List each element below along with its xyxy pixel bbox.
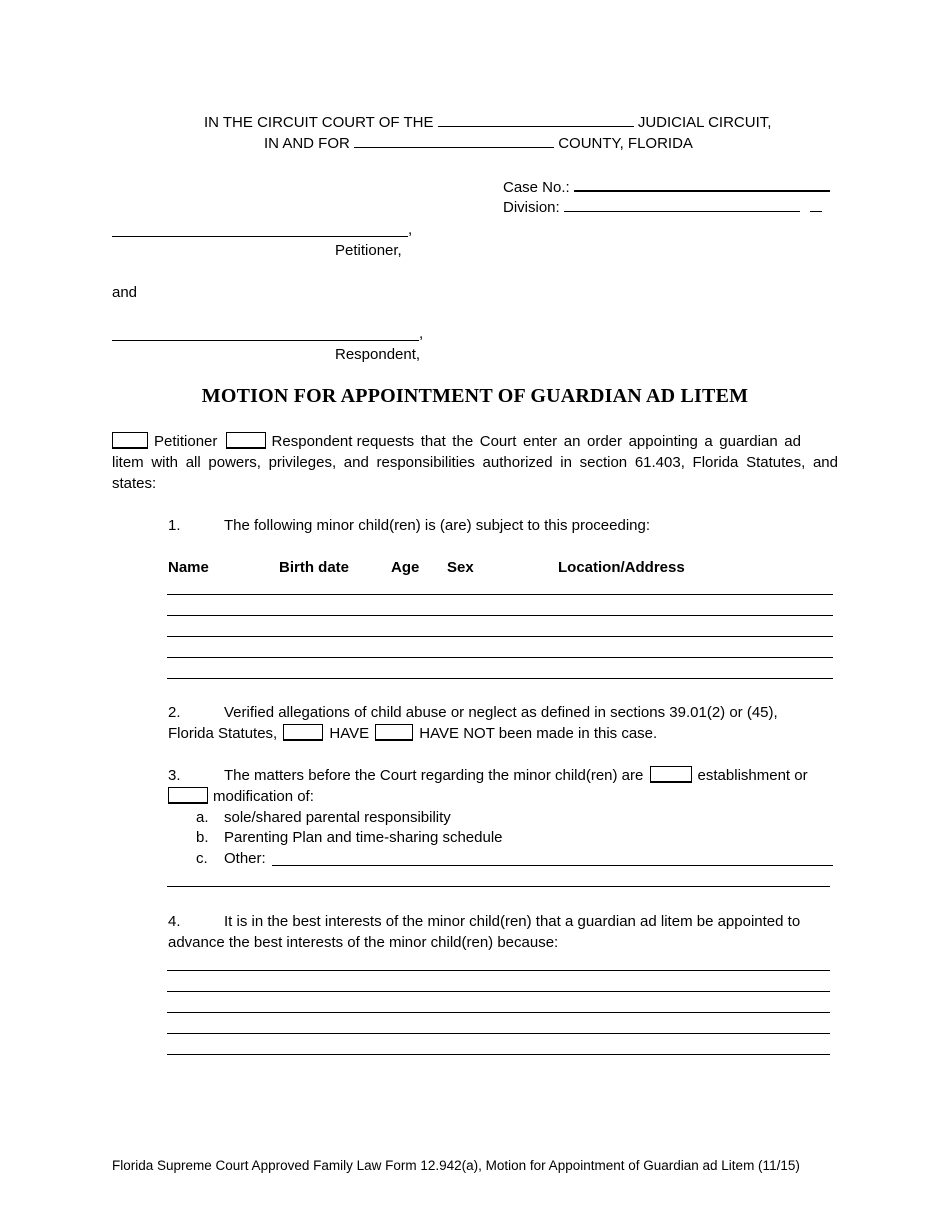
county-field[interactable] [354,132,554,148]
item4-number: 4. [168,913,181,930]
child-row-line[interactable] [167,636,833,637]
item1-number: 1. [168,517,181,534]
item4-line1 [168,911,800,932]
item3-option-c [196,848,266,869]
circuit-line [204,111,771,133]
form-footer: Florida Supreme Court Approved Family Law Form 12.942(a), Motion for Appointment of Guardian ad Litem (11/15) [112,1158,800,1173]
item2-text-line1: Verified allegations of child abuse or neglect as defined in sections 39.01(2) or (45), [224,704,778,721]
modification-checkbox[interactable] [168,787,208,804]
child-row-line[interactable] [167,678,833,679]
column-header-birth-date: Birth date [279,559,350,576]
reason-line[interactable] [167,991,830,992]
respondent-name-field[interactable] [112,340,419,341]
item3-option-b [196,827,503,848]
county-line [264,132,693,154]
respondent-option-label: Respondent [271,433,353,450]
county-suffix: COUNTY, FLORIDA [558,135,693,152]
petitioner-name-field[interactable] [112,236,408,237]
column-header-sex: Sex [447,559,474,576]
item1-text: The following minor child(ren) is (are) subject to this proceeding: [224,517,651,534]
reason-line[interactable] [167,1054,830,1055]
reason-line[interactable] [167,1012,830,1013]
item3-option-a [196,807,451,828]
option-label: Parenting Plan and time-sharing schedule [224,829,503,846]
establishment-checkbox[interactable] [650,766,692,783]
establishment-label: establishment or [697,767,808,784]
have-checkbox[interactable] [283,724,323,741]
item2-line1 [168,702,778,723]
division-field[interactable] [564,196,800,212]
have-not-label: HAVE NOT been made in this case. [419,725,658,742]
circuit-prefix: IN THE CIRCUIT COURT OF THE [204,114,434,131]
item2-number: 2. [168,704,181,721]
column-header-location: Location/Address [558,559,685,576]
petitioner-option-label: Petitioner [154,433,218,450]
column-header-name: Name [168,559,209,576]
intro-text-rest: litem with all powers, privileges, and responsibilities authorized in section 61.403, Florida Statutes, and states: [112,454,838,492]
petitioner-checkbox[interactable] [112,432,148,449]
option-label: Other: [224,850,266,867]
case-no-row [503,175,830,198]
modification-label: modification of: [213,788,314,805]
petitioner-label: Petitioner, [335,242,402,259]
column-header-age: Age [391,559,420,576]
other-field[interactable] [272,865,833,866]
item2-line2 [168,723,657,744]
case-no-field[interactable] [574,175,830,192]
page-title: MOTION FOR APPOINTMENT OF GUARDIAN AD LITEM [201,385,749,407]
petitioner-comma: , [408,221,413,238]
circuit-suffix: JUDICIAL CIRCUIT, [637,114,772,131]
item2-text-prefix: Florida Statutes, [168,725,278,742]
county-prefix: IN AND FOR [264,135,350,152]
respondent-checkbox[interactable] [226,432,266,449]
item3-text: The matters before the Court regarding the minor child(ren) are [224,767,644,784]
respondent-label: Respondent, [335,346,421,363]
item3-number: 3. [168,767,181,784]
item4-text-line2: advance the best interests of the minor child(ren) because: [168,934,559,951]
intro-text-line1: requests that the Court enter an order appointing a guardian ad [356,433,801,450]
child-row-line[interactable] [167,657,833,658]
option-letter: a. [196,809,209,826]
child-row-line[interactable] [167,594,833,595]
circuit-number-field[interactable] [438,111,634,127]
reason-line[interactable] [167,1033,830,1034]
division-field-suffix [810,196,822,212]
and-label: and [112,284,138,301]
respondent-comma: , [419,325,424,342]
child-row-line[interactable] [167,615,833,616]
division-label: Division: [503,199,560,216]
item3-line2 [168,786,314,807]
option-letter: c. [196,850,208,867]
other-field-continuation[interactable] [167,886,830,887]
division-row [503,196,822,218]
item1 [168,515,650,536]
item4-text-line1: It is in the best interests of the minor child(ren) that a guardian ad litem be appointed to [224,913,801,930]
intro-line1 [112,431,801,452]
reason-line[interactable] [167,970,830,971]
option-label: sole/shared parental responsibility [224,809,451,826]
have-not-checkbox[interactable] [375,724,413,741]
option-letter: b. [196,829,209,846]
case-no-label: Case No.: [503,179,570,196]
have-label: HAVE [329,725,370,742]
item3-line1 [168,765,808,786]
